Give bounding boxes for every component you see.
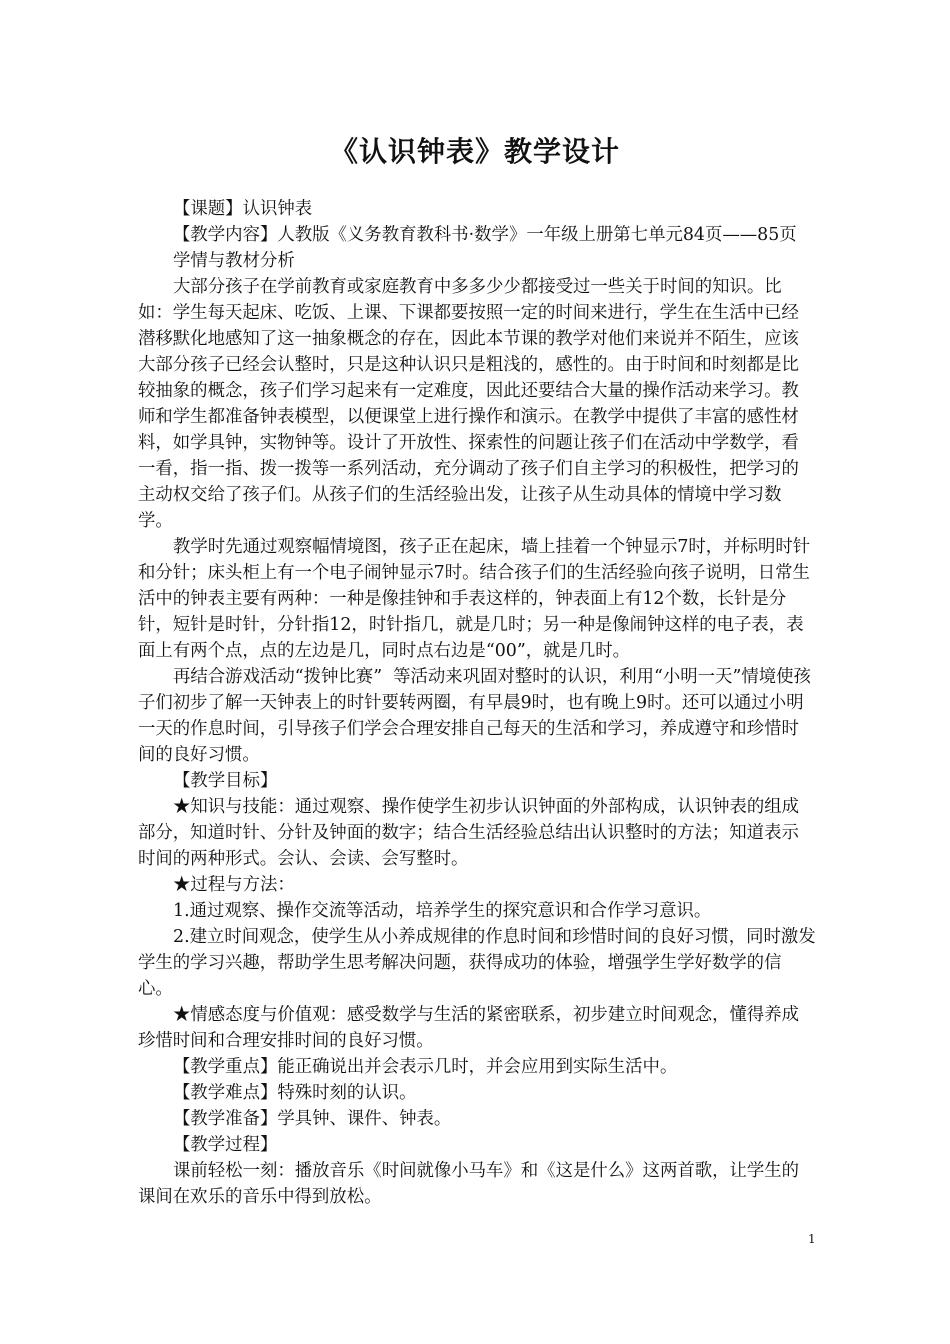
paragraph: 再结合游戏活动“拨钟比赛” 等活动来巩固对整时的认识，利用“小明一天”情境使孩子们初步了解一天钟表上的时针要转两圈，有早晨9时，也有晚上9时。还可以通过小明一天的作息时间，引导孩子们学会合理安排自己每天的生活和学习，养成遵守和珍惜时间的良好习惯。 <box>138 667 811 765</box>
paragraph: 2.建立时间观念，使学生从小养成规律的作息时间和珍惜时间的良好习惯，同时激发学生的学习兴趣，帮助学生思考解决问题，获得成功的体验，增强学生学好数学的信心。 <box>138 927 816 999</box>
paragraph: 课前轻松一刻：播放音乐《时间就像小马车》和《这是什么》这两首歌，让学生的课间在欢乐的音乐中得到放松。 <box>138 1161 800 1207</box>
paragraph: ★情感态度与价值观：感受数学与生活的紧密联系，初步建立时间观念，懂得养成珍惜时间和合理安排时间的良好习惯。 <box>138 1005 800 1051</box>
paragraph: 【教学难点】特殊时刻的认识。 <box>173 1083 417 1103</box>
document-body <box>138 196 816 1210</box>
paragraph: 【教学过程】 <box>173 1135 278 1155</box>
paragraph: 【教学准备】学具钟、课件、钟表。 <box>173 1109 452 1129</box>
paragraph: 1.通过观察、操作交流等活动，培养学生的探究意识和合作学习意识。 <box>173 901 712 921</box>
paragraph: 【教学重点】能正确说出并会表示几时，并会应用到实际生活中。 <box>173 1057 678 1077</box>
page-number: 1 <box>808 1232 816 1246</box>
paragraph: ★知识与技能：通过观察、操作使学生初步认识钟面的外部构成，认识钟表的组成部分，知道时针、分针及钟面的数字；结合生活经验总结出认识整时的方法；知道表示时间的两种形式。会认、会读、会写整时。 <box>138 797 800 869</box>
paragraph: 【教学内容】人教版《义务教育教科书·数学》一年级上册第七单元84页——85页 <box>173 225 797 245</box>
paragraph: ★过程与方法： <box>173 875 295 895</box>
paragraph: 大部分孩子在学前教育或家庭教育中多多少少都接受过一些关于时间的知识。比如：学生每天起床、吃饭、上课、下课都要按照一定的时间来进行，学生在生活中已经潜移默化地感知了这一抽象概念的存在，因此本节课的教学对他们来说并不陌生，应该大部分孩子已经会认整时，只是这种认识只是粗浅的，感性的。由于时间和时刻都是比较抽象的概念，孩子们学习起来有一定难度，因此还要结合大量的操作活动来学习。教师和学生都准备钟表模型，以便课堂上进行操作和演示。在教学中提供了丰富的感性材料，如学具钟，实物钟等。设计了开放性、探索性的问题让孩子们在活动中学数学，看一看，指一指、拨一拨等一系列活动，充分调动了孩子们自主学习的积极性，把学习的主动权交给了孩子们。从孩子们的生活经验出发，让孩子从生动具体的情境中学习数学。 <box>138 277 799 531</box>
paragraph: 教学时先通过观察幅情境图，孩子正在起床，墙上挂着一个钟显示7时，并标明时针和分针；床头柜上有一个电子闹钟显示7时。结合孩子们的生活经验向孩子说明，日常生活中的钟表主要有两种：一种是像挂钟和手表这样的，钟表面上有12个数，长针是分针，短针是时针，分针指12，时针指几，就是几时；另一种是像闹钟这样的电子表，表面上有两个点，点的左边是几，同时点右边是“00”，就是几时。 <box>138 537 811 661</box>
document-title: 《认识钟表》教学设计 <box>329 135 620 168</box>
paragraph: 【课题】认识钟表 <box>173 199 313 219</box>
paragraph: 【教学目标】 <box>173 771 278 791</box>
paragraph: 学情与教材分析 <box>173 251 295 271</box>
